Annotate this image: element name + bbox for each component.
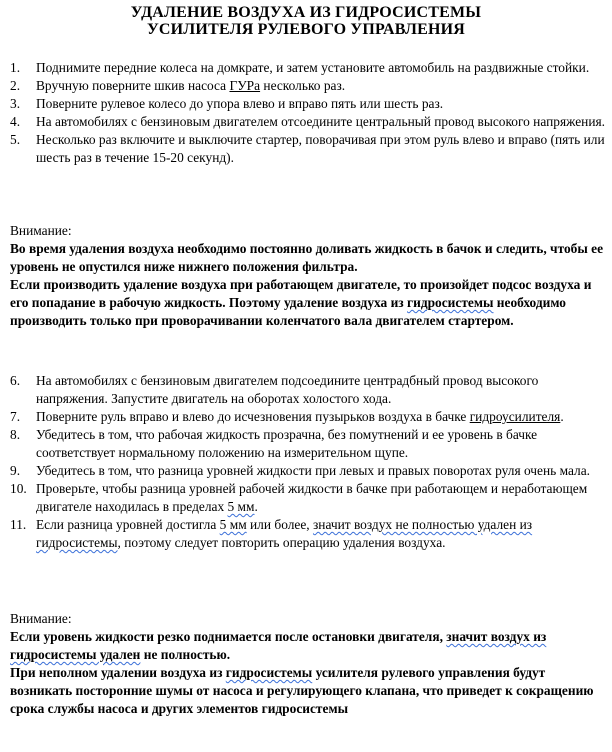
note-paragraph xyxy=(10,664,610,718)
gura-link[interactable]: ГУРа xyxy=(229,78,261,93)
list-item-step-7 xyxy=(10,408,606,426)
step-text: . xyxy=(560,409,564,424)
list-item-step-9 xyxy=(10,462,606,480)
step-number: 8. xyxy=(10,427,21,442)
note-paragraph xyxy=(10,628,610,664)
step-text: На автомобилях с бензиновым двигателем отсоедините центральный провод высокого напряжения. xyxy=(36,114,605,129)
step-text: На автомобилях с бензиновым двигателем подсоедините центрадбный провод высокого напряжения. Запустите двигатель на оборотах холостого хода. xyxy=(36,373,539,406)
step-text: Убедитесь в том, что разница уровней жидкости при левых и правых поворотах руля очень мала. xyxy=(36,463,591,478)
step-number: 2. xyxy=(10,78,21,93)
note-paragraph xyxy=(10,276,610,330)
step-text: Вручную поверните шкив насоса xyxy=(36,78,230,93)
step-text: . xyxy=(254,499,258,514)
step-text: , поэтому следует повторить операцию удаления воздуха. xyxy=(117,535,446,550)
note-text: не полностью. xyxy=(140,647,231,662)
warning-note-1 xyxy=(10,222,610,330)
step-number: 6. xyxy=(10,373,21,388)
note-paragraph: Во время удаления воздуха необходимо постоянно доливать жидкость в бачок и следить, чтобы ее уровень не опустился ниже нижнего положения фильтра. xyxy=(10,241,604,274)
note-text: При неполном удалении воздуха из xyxy=(10,665,226,680)
step-text: несколько раз. xyxy=(260,78,346,93)
list-item-step-6 xyxy=(10,372,606,408)
steps-list-1 xyxy=(10,59,606,167)
note-text: усилителя рулевого управления будут возникать посторонние шумы от насоса и регулирующего клапана, что приведет к сокращению срока службы насоса и других элементов гидросистемы xyxy=(10,665,594,716)
list-item-step-5 xyxy=(10,131,606,167)
steps-list-2 xyxy=(10,372,606,552)
step-text: Убедитесь в том, что рабочая жидкость прозрачна, без помутнений и ее уровень в бачке соответствует нормальному положению на измерительном щупе. xyxy=(36,427,538,460)
hydrosystem-link[interactable]: гидросистемы xyxy=(225,665,313,680)
five-mm-link[interactable]: 5 мм xyxy=(227,499,255,514)
document-title-line2: УСИЛИТЕЛЯ РУЛЕВОГО УПРАВЛЕНИЯ xyxy=(146,21,466,38)
list-item-step-10 xyxy=(10,480,606,516)
hydro-booster-link[interactable]: гидроусилителя xyxy=(469,409,561,424)
document-title-line1: УДАЛЕНИЕ ВОЗДУХА ИЗ ГИДРОСИСТЕМЫ xyxy=(130,4,482,21)
air-removed-link[interactable]: значит воздух из гидросистемы удален xyxy=(10,629,547,662)
note-text: Если производить удаление воздуха при работающем двигателе, то произойдет подсос воздуха и его попадание в рабочую жидкость. Поэтому удаление воздуха из xyxy=(10,277,592,310)
air-not-removed-link[interactable]: значит воздух не полностью удален из гидросистемы xyxy=(36,517,533,550)
note-text: Если уровень жидкости резко поднимается после остановки двигателя, xyxy=(10,629,447,644)
step-number: 4. xyxy=(10,114,21,129)
note-heading: Внимание: xyxy=(10,611,72,626)
step-number: 9. xyxy=(10,463,21,478)
hydrosystem-link[interactable]: гидросистемы xyxy=(407,295,494,310)
step-text: Поднимите передние колеса на домкрате, и затем установите автомобиль на раздвижные стойки. xyxy=(36,60,590,75)
step-text: Несколько раз включите и выключите стартер, поворачивая при этом руль влево и вправо (пять или шесть раз в течение 15-20 секунд). xyxy=(36,132,605,165)
list-item-step-2 xyxy=(10,77,606,95)
step-number: 10. xyxy=(10,481,27,496)
step-text: Поверните руль вправо и влево до исчезновения пузырьков воздуха в бачке xyxy=(36,409,470,424)
step-number: 1. xyxy=(10,60,21,75)
list-item-step-3 xyxy=(10,95,606,113)
note-heading: Внимание: xyxy=(10,223,72,238)
note-text: необходимо производить только при проворачивании коленчатого вала двигателем стартером. xyxy=(10,295,566,328)
list-item-step-4 xyxy=(10,113,606,131)
step-text: Проверьте, чтобы разница уровней рабочей жидкости в бачке при работающем и неработающем двигателе находилась в пределах xyxy=(36,481,588,514)
list-item-step-8 xyxy=(10,426,606,462)
warning-note-2 xyxy=(10,610,610,718)
five-mm-link[interactable]: 5 мм xyxy=(219,517,247,532)
list-item-step-11 xyxy=(10,516,606,552)
step-number: 3. xyxy=(10,96,21,111)
step-text: Поверните рулевое колесо до упора влево и вправо пять или шесть раз. xyxy=(36,96,444,111)
step-text: или более, xyxy=(246,517,313,532)
step-text: Если разница уровней достигла xyxy=(36,517,220,532)
step-number: 11. xyxy=(10,517,27,532)
step-number: 5. xyxy=(10,132,21,147)
step-number: 7. xyxy=(10,409,21,424)
list-item-step-1 xyxy=(10,59,606,77)
